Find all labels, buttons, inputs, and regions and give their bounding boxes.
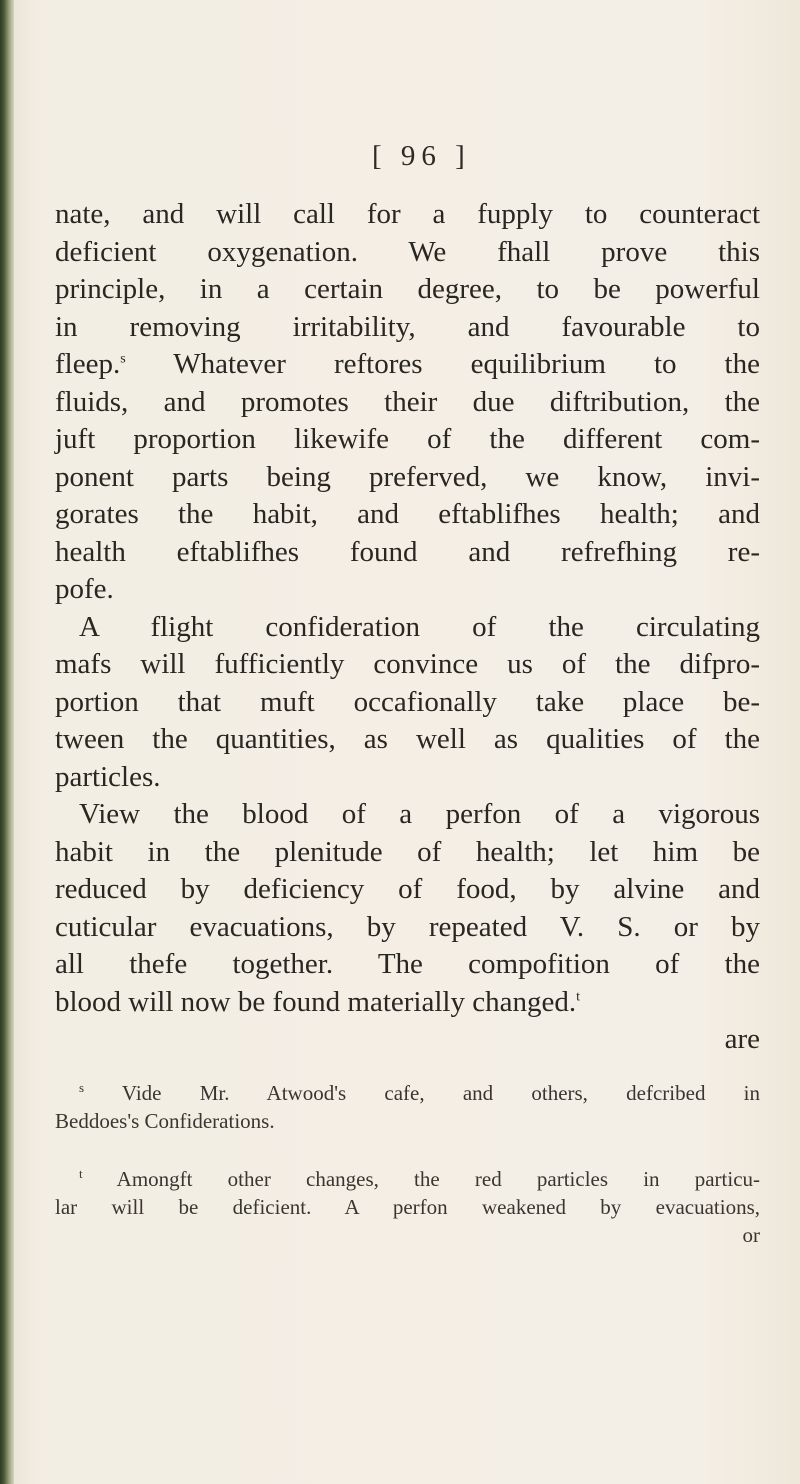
footnote-s-line: Beddoes's Confiderations. (55, 1109, 275, 1133)
text-fragment: blood will now be found materially changed. (55, 985, 577, 1018)
text-line: ponent parts being preferved, we know, invi- (55, 460, 760, 493)
text-line: all thefe together. The compofition of the (55, 948, 760, 980)
text-line: tween the quantities, as well as qualities of the (55, 723, 760, 755)
text-line: nate, and will call for a fupply to counteract (55, 198, 760, 230)
text-line: health eftablifhes found and refrefhing re- (55, 535, 760, 568)
footnote-s-line (55, 1079, 760, 1107)
text-line: View the blood of a perfon of a vigorous (79, 798, 760, 830)
text-line: mafs will fufficiently convince us of the difpro- (55, 648, 760, 680)
footnote-text: Vide Mr. Atwood's cafe, and others, defcribed in (121, 1081, 761, 1105)
text-line: deficient oxygenation. We fhall prove this (55, 235, 760, 268)
page-number-header: [ 96 ] (372, 140, 471, 172)
text-line (55, 984, 760, 1022)
text-line: gorates the habit, and eftablifhes health; and (55, 498, 760, 530)
book-gutter (0, 0, 14, 1484)
footnote-ref-t: t (576, 988, 580, 1004)
footnote-t-line: lar will be deficient. A perfon weakened by evacuations, (55, 1195, 760, 1219)
text-line: in removing irritability, and favourable to (55, 310, 760, 343)
text-fragment: Whatever reftores equilibrium to the (125, 348, 760, 380)
text-line: A flight confideration of the circulating (79, 610, 760, 643)
body-text (55, 196, 760, 1059)
text-line: pofe. (55, 573, 114, 605)
text-line: cuticular evacuations, by repeated V. S. or by (55, 910, 760, 943)
text-line: portion that muft occafionally take place be- (55, 685, 760, 718)
footnote-marker-t: t (79, 1166, 83, 1181)
text-line (55, 346, 760, 384)
text-line: fluids, and promotes their due diftribution, the (55, 385, 760, 418)
text-line: habit in the plenitude of health; let him be (55, 835, 760, 868)
text-line: reduced by deficiency of food, by alvine and (55, 873, 760, 905)
footnote-text: Amongft other changes, the red particles in particu- (116, 1167, 761, 1191)
footnote-ref-s: s (120, 351, 126, 367)
footnote-t-line (55, 1165, 760, 1193)
catchword: are (724, 1023, 760, 1055)
footnotes (55, 1079, 760, 1249)
footnote-marker-s: s (79, 1080, 85, 1095)
text-line: particles. (55, 760, 161, 793)
footnote-catchword: or (742, 1223, 760, 1247)
text-line: principle, in a certain degree, to be powerful (55, 273, 760, 305)
text-fragment: fleep. (55, 348, 121, 380)
text-line: juft proportion likewife of the different com- (55, 423, 760, 455)
